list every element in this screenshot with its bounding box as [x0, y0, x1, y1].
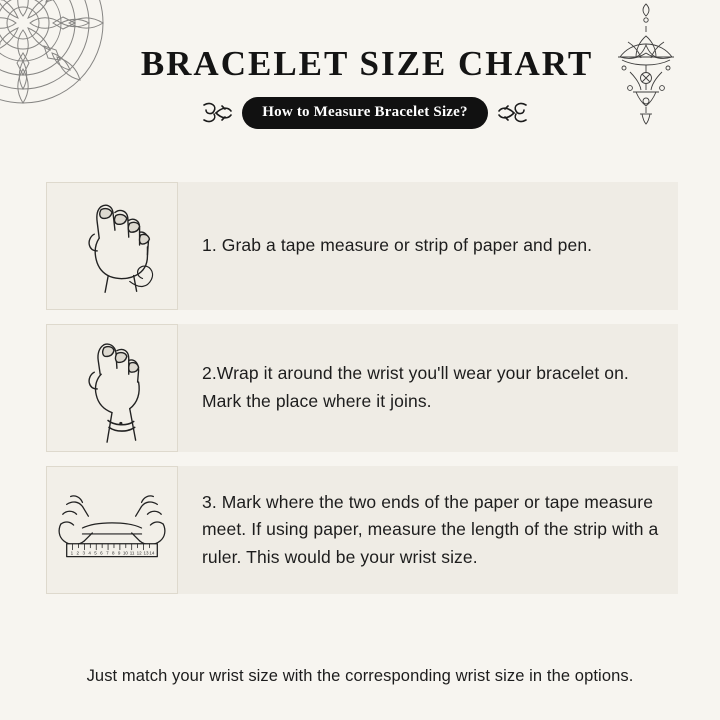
svg-text:11: 11: [129, 550, 135, 556]
list-item: [0, 324, 720, 452]
list-item: [0, 182, 720, 310]
list-item: [0, 466, 720, 594]
hand-with-tape-around-wrist-icon: [46, 324, 178, 452]
step-text: 3. Mark where the two ends of the paper or tape measure meet. If using paper, measure the length of the strip with a ruler. This would be your wrist size.: [202, 491, 659, 567]
steps-list: [0, 182, 720, 608]
svg-text:5: 5: [94, 550, 97, 556]
step-text: 1. Grab a tape measure or strip of paper and pen.: [202, 235, 593, 256]
svg-text:2: 2: [76, 550, 80, 556]
svg-text:8: 8: [111, 550, 115, 556]
footer-note: Just match your wrist size with the corresponding wrist size in the options.: [86, 667, 634, 685]
svg-text:10: 10: [122, 550, 128, 556]
svg-text:1: 1: [70, 550, 74, 556]
svg-text:6: 6: [100, 550, 103, 556]
step-text: 2.Wrap it around the wrist you'll wear your bracelet on. Mark the place where it joins.: [202, 363, 629, 411]
flourish-icon: [498, 100, 528, 126]
subtitle-row: [0, 97, 720, 129]
svg-text:3: 3: [82, 550, 85, 556]
svg-text:4: 4: [88, 550, 91, 556]
flourish-icon: [202, 100, 232, 126]
svg-text:13: 13: [143, 550, 149, 556]
hands-measuring-strip-with-ruler-icon: [46, 466, 178, 594]
header: [0, 44, 720, 129]
svg-text:12: 12: [136, 550, 142, 556]
page-title: BRACELET SIZE CHART: [140, 44, 594, 83]
fist-hand-with-tape-icon: [46, 182, 178, 310]
svg-text:9: 9: [117, 550, 121, 556]
svg-text:7: 7: [106, 550, 109, 556]
subtitle-pill: How to Measure Bracelet Size?: [242, 97, 487, 129]
svg-text:14: 14: [149, 550, 155, 556]
